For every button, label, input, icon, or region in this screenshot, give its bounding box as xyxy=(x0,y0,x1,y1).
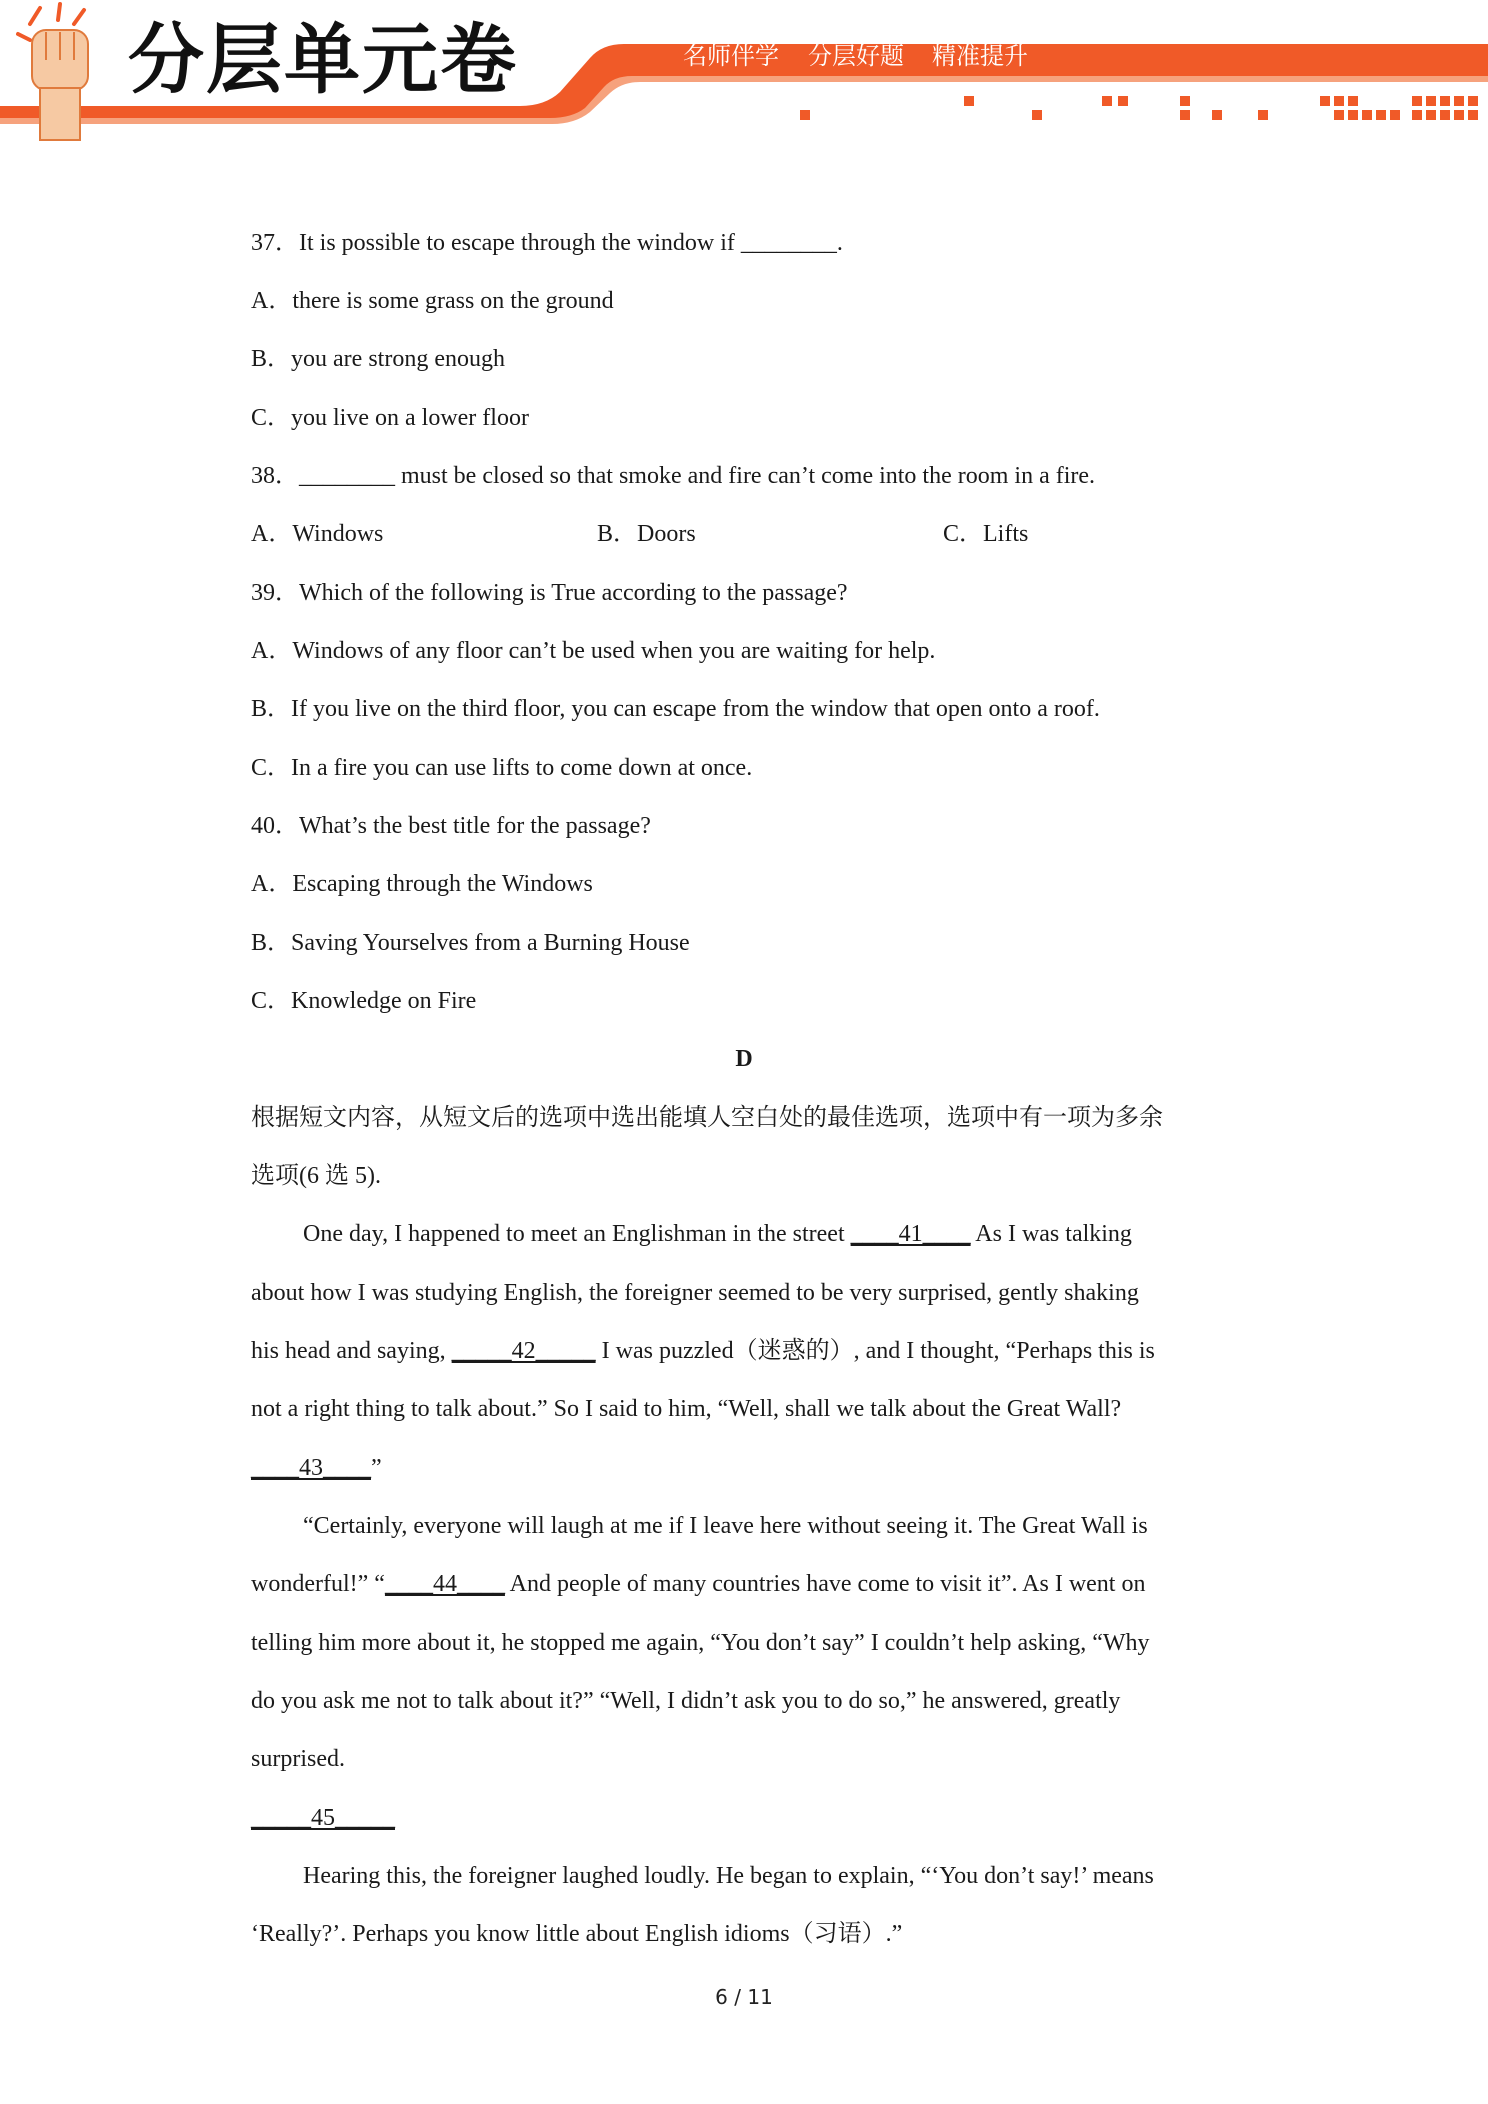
question-37 xyxy=(251,228,843,258)
option-text: Knowledge on Fire xyxy=(291,988,477,1014)
option-letter: B． xyxy=(251,346,292,372)
option-letter: B． xyxy=(251,930,292,956)
page-number: 6 / 11 xyxy=(715,1985,773,2009)
question-stem: What’s the best title for the passage? xyxy=(299,813,651,839)
passage-text: As I was talking xyxy=(970,1221,1132,1247)
question-38-option-b xyxy=(597,519,696,549)
question-stem: Which of the following is True according to the passage? xyxy=(299,580,848,606)
decorative-squares xyxy=(800,96,1478,120)
passage-line-9: do you ask me not to talk about it?” “Well, I didn’t ask you to do so,” he answered, greatly xyxy=(251,1688,1121,1714)
question-37-option-c xyxy=(251,403,529,433)
passage-text: wonderful!” “ xyxy=(251,1571,385,1597)
question-37-option-b xyxy=(251,344,505,374)
option-text: there is some grass on the ground xyxy=(292,288,614,314)
option-text: If you live on the third floor, you can escape from the window that open onto a roof. xyxy=(291,696,1100,722)
passage-text: I was puzzled（迷惑的）, and I thought, “Perhaps this is xyxy=(595,1338,1155,1364)
passage-text: One day, I happened to meet an Englishman in the street xyxy=(303,1221,851,1247)
question-39 xyxy=(251,578,848,608)
question-number: 38． xyxy=(251,463,299,489)
option-text: Windows of any floor can’t be used when you are waiting for help. xyxy=(292,638,936,664)
option-letter: C． xyxy=(943,521,984,547)
question-38-option-a xyxy=(251,519,383,549)
option-letter: B． xyxy=(251,696,292,722)
question-number: 40． xyxy=(251,813,299,839)
question-40-option-c xyxy=(251,986,476,1016)
passage-line-6: “Certainly, everyone will laugh at me if I leave here without seeing it. The Great Wall is xyxy=(303,1513,1148,1539)
option-letter: A． xyxy=(251,521,293,547)
question-stem: ________ must be closed so that smoke and fire can’t come into the room in a fire. xyxy=(299,463,1096,489)
header-banner xyxy=(0,0,1488,150)
question-39-option-c xyxy=(251,753,752,783)
option-text: Lifts xyxy=(983,521,1029,547)
option-letter: B． xyxy=(597,521,638,547)
option-letter: C． xyxy=(251,755,292,781)
option-letter: C． xyxy=(251,405,292,431)
passage-line-5 xyxy=(251,1453,382,1483)
blank-41: ____41____ xyxy=(850,1221,971,1247)
passage-line-10: surprised. xyxy=(251,1746,345,1772)
option-text: Windows xyxy=(292,521,384,547)
passage-line-3 xyxy=(251,1336,1155,1366)
question-40-option-b xyxy=(251,928,690,958)
blank-42: _____42_____ xyxy=(451,1338,596,1364)
passage-line-8: telling him more about it, he stopped me again, “You don’t say” I couldn’t help asking, “Why xyxy=(251,1630,1150,1656)
question-stem: It is possible to escape through the window if ________. xyxy=(299,230,843,256)
option-text: Saving Yourselves from a Burning House xyxy=(291,930,690,956)
passage-line-11 xyxy=(251,1803,395,1833)
brand-title: 分层单元卷 xyxy=(128,15,518,104)
section-instruction-line-2: 选项(6 选 5). xyxy=(251,1163,381,1189)
passage-line-13: ‘Really?’. Perhaps you know little about English idioms（习语）.” xyxy=(251,1921,903,1947)
question-39-option-b xyxy=(251,694,1100,724)
question-38-option-c xyxy=(943,519,1028,549)
question-39-option-a xyxy=(251,636,935,666)
blank-43: ____43____ xyxy=(251,1455,371,1481)
section-title: D xyxy=(735,1046,753,1072)
blank-45: _____45_____ xyxy=(251,1805,395,1831)
passage-line-2: about how I was studying English, the foreigner seemed to be very surprised, gently shaking xyxy=(251,1280,1139,1306)
slogan-3: 精准提升 xyxy=(932,42,1028,70)
question-40 xyxy=(251,811,651,841)
question-40-option-a xyxy=(251,869,593,899)
passage-text: And people of many countries have come to visit it”. As I went on xyxy=(504,1571,1146,1597)
option-letter: C． xyxy=(251,988,292,1014)
option-text: Doors xyxy=(637,521,696,547)
question-38 xyxy=(251,461,1095,491)
option-letter: A． xyxy=(251,871,293,897)
option-text: Escaping through the Windows xyxy=(292,871,593,897)
passage-text: ” xyxy=(371,1455,382,1481)
passage-line-4: not a right thing to talk about.” So I said to him, “Well, shall we talk about the Great Wall? xyxy=(251,1396,1122,1422)
slogan-2: 分层好题 xyxy=(808,42,904,70)
passage-line-7 xyxy=(251,1569,1145,1599)
option-text: you live on a lower floor xyxy=(291,405,529,431)
passage-text: his head and saying, xyxy=(251,1338,452,1364)
option-letter: A． xyxy=(251,288,293,314)
blank-44: ____44____ xyxy=(384,1571,505,1597)
passage-line-12: Hearing this, the foreigner laughed loudly. He began to explain, “‘You don’t say!’ means xyxy=(303,1863,1154,1889)
option-letter: A． xyxy=(251,638,293,664)
question-number: 37． xyxy=(251,230,299,256)
passage-line-1 xyxy=(303,1219,1132,1249)
section-instruction-line-1: 根据短文内容，从短文后的选项中选出能填人空白处的最佳选项，选项中有一项为多余 xyxy=(251,1105,1163,1131)
slogan-1: 名师伴学 xyxy=(683,42,779,70)
option-text: you are strong enough xyxy=(291,346,505,372)
option-text: In a fire you can use lifts to come down at once. xyxy=(291,755,753,781)
question-37-option-a xyxy=(251,286,614,316)
question-number: 39． xyxy=(251,580,299,606)
